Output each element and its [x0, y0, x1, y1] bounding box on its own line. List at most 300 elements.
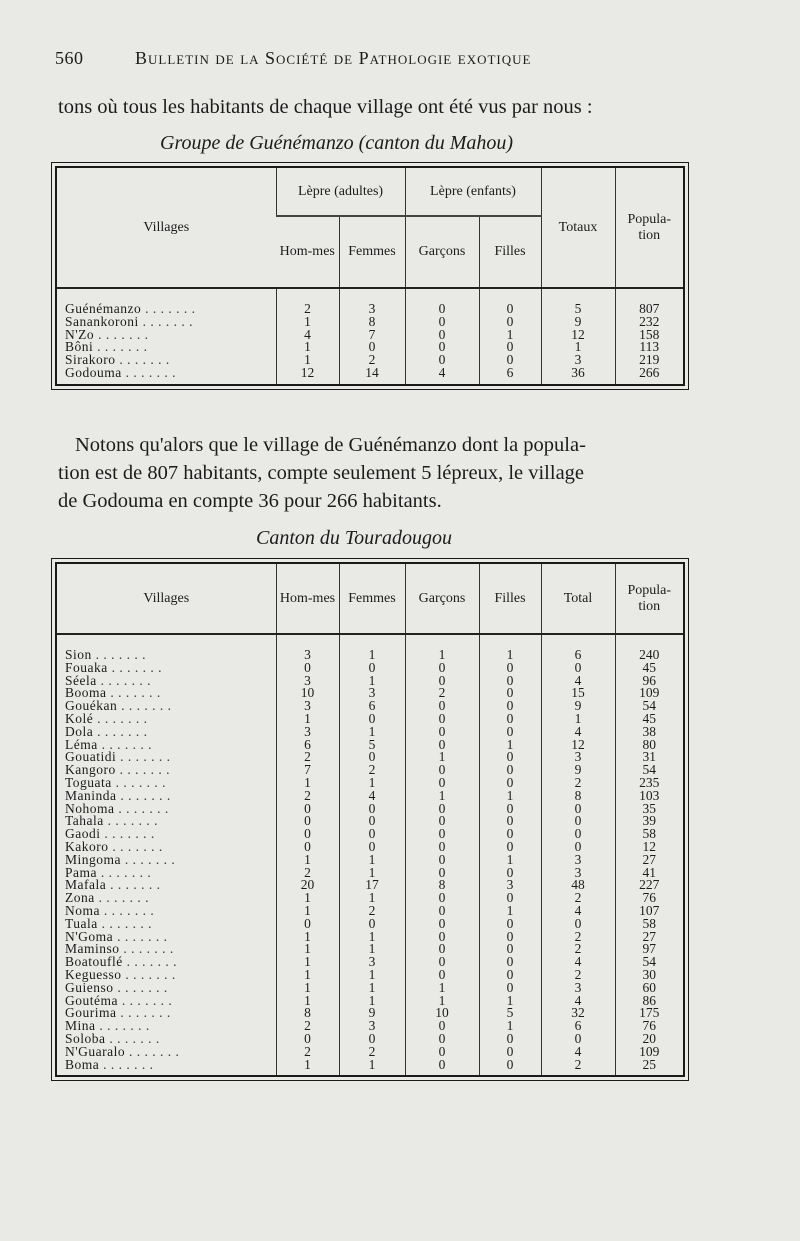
header-garcons: Garçons [405, 564, 479, 634]
cell-garcons: 0 [405, 803, 479, 816]
cell-filles: 0 [479, 341, 541, 354]
cell-population: 54 [615, 956, 683, 969]
header-lepre-adultes: Lèpre (adultes) [276, 168, 405, 216]
cell-femmes: 1 [339, 854, 405, 867]
cell-garcons: 0 [405, 854, 479, 867]
cell-population: 45 [615, 713, 683, 726]
leader-dots: . . . . . . . [113, 928, 168, 944]
leader-dots: . . . . . . . [115, 762, 170, 778]
cell-population: 80 [615, 739, 683, 752]
leader-dots: . . . . . . . [108, 838, 163, 854]
cell-femmes: 6 [339, 700, 405, 713]
cell-population: 12 [615, 841, 683, 854]
cell-femmes: 1 [339, 931, 405, 944]
cell-population: 807 [615, 303, 683, 316]
cell-filles: 0 [479, 726, 541, 739]
cell-hommes: 1 [276, 956, 339, 969]
cell-hommes: 0 [276, 828, 339, 841]
cell-femmes: 1 [339, 649, 405, 662]
cell-hommes: 1 [276, 777, 339, 790]
cell-total: 2 [541, 943, 615, 956]
village-label: Léma [65, 736, 98, 752]
cell-garcons: 1 [405, 995, 479, 1008]
cell-hommes: 4 [276, 329, 339, 342]
cell-garcons: 0 [405, 828, 479, 841]
cell-population: 27 [615, 854, 683, 867]
leader-dots: . . . . . . . [91, 647, 147, 662]
cell-total: 5 [541, 303, 615, 316]
cell-population: 76 [615, 892, 683, 905]
paragraph-line-2: tion est de 807 habitants, compte seulement 5 lépreux, le village [58, 462, 585, 484]
cell-population: 107 [615, 905, 683, 918]
leader-dots: . . . . . . . [105, 1030, 160, 1046]
leader-dots: . . . . . . . [121, 364, 176, 380]
cell-hommes: 8 [276, 1007, 339, 1020]
cell-filles: 0 [479, 867, 541, 880]
cell-population: 96 [615, 675, 683, 688]
village-label: Sirakoro [65, 352, 116, 368]
cell-hommes: 0 [276, 803, 339, 816]
leader-dots: . . . . . . . [116, 787, 171, 803]
leader-dots: . . . . . . . [113, 979, 168, 995]
cell-filles: 0 [479, 303, 541, 316]
cell-filles: 0 [479, 956, 541, 969]
cell-total: 2 [541, 892, 615, 905]
cell-population: 109 [615, 1046, 683, 1059]
cell-femmes: 3 [339, 956, 405, 969]
village-label: Tuala [65, 915, 98, 931]
cell-filles: 0 [479, 918, 541, 931]
cell-population: 240 [615, 649, 683, 662]
cell-hommes: 3 [276, 726, 339, 739]
cell-population: 20 [615, 1033, 683, 1046]
cell-filles: 5 [479, 1007, 541, 1020]
cell-total: 9 [541, 700, 615, 713]
leader-dots: . . . . . . . [122, 954, 177, 970]
cell-total: 9 [541, 764, 615, 777]
village-label: Guénémanzo [65, 301, 142, 316]
table-row [57, 367, 683, 384]
header-filles: Filles [479, 216, 541, 288]
cell-total: 9 [541, 316, 615, 329]
village-label: Gaodi [65, 826, 101, 842]
cell-hommes: 20 [276, 879, 339, 892]
paragraph-line-1: Notons qu'alors que le village de Guénémanzo dont la popula- [75, 434, 586, 456]
cell-total: 6 [541, 1020, 615, 1033]
village-label: Maminso [65, 941, 120, 957]
leader-dots: . . . . . . . [106, 877, 161, 893]
cell-total: 3 [541, 751, 615, 764]
cell-population: 41 [615, 867, 683, 880]
leader-dots: . . . . . . . [97, 864, 152, 880]
village-label: Zona [65, 890, 95, 906]
cell-garcons: 0 [405, 905, 479, 918]
cell-garcons: 0 [405, 341, 479, 354]
leader-dots: . . . . . . . [96, 672, 151, 688]
cell-population: 38 [615, 726, 683, 739]
header-femmes: Femmes [339, 216, 405, 288]
cell-total: 3 [541, 354, 615, 367]
cell-population: 31 [615, 751, 683, 764]
cell-hommes: 1 [276, 905, 339, 918]
cell-total: 1 [541, 341, 615, 354]
cell-hommes: 1 [276, 341, 339, 354]
leader-dots: . . . . . . . [94, 326, 149, 342]
cell-garcons: 1 [405, 790, 479, 803]
cell-filles: 0 [479, 700, 541, 713]
cell-population: 54 [615, 764, 683, 777]
cell-total: 0 [541, 1033, 615, 1046]
cell-filles: 1 [479, 1020, 541, 1033]
header-hommes: Hom-mes [276, 216, 339, 288]
cell-filles: 0 [479, 1059, 541, 1076]
cell-population: 35 [615, 803, 683, 816]
cell-population: 25 [615, 1059, 683, 1076]
cell-population: 103 [615, 790, 683, 803]
cell-population: 158 [615, 329, 683, 342]
leader-dots: . . . . . . . [107, 659, 162, 675]
cell-filles: 1 [479, 329, 541, 342]
cell-garcons: 0 [405, 739, 479, 752]
leader-dots: . . . . . . . [99, 1056, 154, 1072]
cell-total: 0 [541, 841, 615, 854]
cell-hommes: 1 [276, 316, 339, 329]
cell-filles: 0 [479, 675, 541, 688]
cell-garcons: 0 [405, 969, 479, 982]
cell-hommes: 10 [276, 687, 339, 700]
village-label: Fouaka [65, 659, 108, 675]
cell-total: 0 [541, 828, 615, 841]
cell-total: 3 [541, 982, 615, 995]
leader-dots: . . . . . . . [95, 1018, 150, 1034]
cell-hommes: 6 [276, 739, 339, 752]
cell-femmes: 3 [339, 1020, 405, 1033]
leader-dots: . . . . . . . [116, 749, 171, 765]
cell-garcons: 0 [405, 1033, 479, 1046]
table2 [55, 562, 685, 1077]
cell-femmes: 1 [339, 726, 405, 739]
village-name [57, 1056, 276, 1076]
village-label: Boatouflé [65, 954, 123, 970]
cell-population: 30 [615, 969, 683, 982]
cell-femmes: 7 [339, 329, 405, 342]
leader-dots: . . . . . . . [121, 851, 176, 867]
cell-garcons: 0 [405, 764, 479, 777]
village-label: Keguesso [65, 966, 122, 982]
cell-total: 4 [541, 956, 615, 969]
cell-population: 76 [615, 1020, 683, 1033]
paragraph-line-3: de Godouma en compte 36 pour 266 habitants. [58, 490, 442, 512]
village-label: Pama [65, 864, 97, 880]
cell-filles: 1 [479, 790, 541, 803]
leader-dots: . . . . . . . [100, 826, 155, 842]
cell-total: 6 [541, 649, 615, 662]
cell-hommes: 3 [276, 700, 339, 713]
cell-femmes: 1 [339, 867, 405, 880]
village-label: Noma [65, 902, 100, 918]
cell-femmes: 8 [339, 316, 405, 329]
table1-caption: Groupe de Guénémanzo (canton du Mahou) [160, 132, 514, 154]
cell-garcons: 0 [405, 841, 479, 854]
cell-femmes: 2 [339, 905, 405, 918]
header-femmes: Femmes [339, 564, 405, 634]
cell-population: 58 [615, 918, 683, 931]
cell-femmes: 0 [339, 841, 405, 854]
cell-femmes: 9 [339, 1007, 405, 1020]
cell-filles: 0 [479, 1046, 541, 1059]
village-label: Nohoma [65, 800, 115, 816]
cell-hommes: 0 [276, 1033, 339, 1046]
cell-total: 0 [541, 662, 615, 675]
cell-total: 12 [541, 739, 615, 752]
cell-femmes: 1 [339, 943, 405, 956]
cell-femmes: 0 [339, 918, 405, 931]
cell-total: 3 [541, 867, 615, 880]
cell-hommes: 0 [276, 815, 339, 828]
village-label: Godouma [65, 364, 122, 380]
cell-femmes: 5 [339, 739, 405, 752]
cell-femmes: 3 [339, 303, 405, 316]
header-totaux: Totaux [541, 168, 615, 288]
cell-femmes: 2 [339, 354, 405, 367]
village-label: Bôni [65, 339, 94, 355]
cell-hommes: 2 [276, 303, 339, 316]
cell-femmes: 14 [339, 367, 405, 384]
village-label: Tahala [65, 813, 104, 829]
cell-population: 39 [615, 815, 683, 828]
cell-femmes: 1 [339, 982, 405, 995]
page-number: 560 [55, 48, 84, 68]
cell-total: 4 [541, 675, 615, 688]
cell-garcons: 10 [405, 1007, 479, 1020]
village-label: Boma [65, 1056, 100, 1072]
village-label: Guienso [65, 979, 114, 995]
village-label: Dola [65, 723, 94, 739]
leader-dots: . . . . . . . [103, 813, 159, 829]
cell-hommes: 1 [276, 995, 339, 1008]
cell-total: 4 [541, 726, 615, 739]
cell-total: 4 [541, 1046, 615, 1059]
cell-hommes: 7 [276, 764, 339, 777]
cell-population: 113 [615, 341, 683, 354]
cell-garcons: 4 [405, 367, 479, 384]
intro-line: tons où tous les habitants de chaque village ont été vus par nous : [58, 96, 593, 118]
cell-femmes: 0 [339, 815, 405, 828]
header-population: Popula-tion [615, 564, 683, 634]
cell-garcons: 0 [405, 303, 479, 316]
leader-dots: . . . . . . . [138, 313, 193, 329]
village-label: N'Guaralo [65, 1043, 126, 1059]
cell-total: 1 [541, 713, 615, 726]
cell-filles: 0 [479, 1033, 541, 1046]
leader-dots: . . . . . . . [111, 774, 167, 790]
cell-filles: 0 [479, 969, 541, 982]
cell-hommes: 1 [276, 854, 339, 867]
cell-garcons: 0 [405, 329, 479, 342]
cell-filles: 0 [479, 828, 541, 841]
cell-total: 8 [541, 790, 615, 803]
leader-dots: . . . . . . . [118, 992, 173, 1008]
cell-filles: 0 [479, 354, 541, 367]
cell-femmes: 17 [339, 879, 405, 892]
leader-dots: . . . . . . . [93, 710, 148, 726]
leader-dots: . . . . . . . [117, 698, 172, 714]
village-label: Mingoma [65, 851, 121, 867]
cell-hommes: 3 [276, 649, 339, 662]
cell-total: 2 [541, 931, 615, 944]
cell-total: 32 [541, 1007, 615, 1020]
cell-population: 232 [615, 316, 683, 329]
cell-population: 54 [615, 700, 683, 713]
cell-population: 266 [615, 367, 683, 384]
table2-caption: Canton du Touradougou [256, 527, 452, 549]
cell-total: 0 [541, 803, 615, 816]
cell-population: 175 [615, 1007, 683, 1020]
cell-total: 2 [541, 969, 615, 982]
leader-dots: . . . . . . . [106, 685, 161, 701]
cell-population: 227 [615, 879, 683, 892]
leader-dots: . . . . . . . [119, 941, 174, 957]
cell-femmes: 2 [339, 1046, 405, 1059]
cell-garcons: 1 [405, 649, 479, 662]
cell-garcons: 8 [405, 879, 479, 892]
cell-garcons: 0 [405, 662, 479, 675]
cell-filles: 0 [479, 662, 541, 675]
village-label: Mafala [65, 877, 107, 893]
cell-femmes: 2 [339, 764, 405, 777]
header-total: Total [541, 564, 615, 634]
cell-femmes: 0 [339, 341, 405, 354]
cell-femmes: 0 [339, 1033, 405, 1046]
cell-garcons: 0 [405, 713, 479, 726]
cell-total: 2 [541, 777, 615, 790]
leader-dots: . . . . . . . [114, 800, 169, 816]
cell-hommes: 0 [276, 662, 339, 675]
header-villages: Villages [57, 564, 276, 634]
village-label: Soloba [65, 1030, 106, 1046]
cell-hommes: 0 [276, 918, 339, 931]
header-hommes: Hom-mes [276, 564, 339, 634]
cell-garcons: 0 [405, 1046, 479, 1059]
leader-dots: . . . . . . . [93, 723, 148, 739]
cell-garcons: 0 [405, 354, 479, 367]
running-header [55, 48, 615, 69]
cell-population: 58 [615, 828, 683, 841]
cell-garcons: 0 [405, 700, 479, 713]
cell-filles: 0 [479, 687, 541, 700]
cell-filles: 1 [479, 995, 541, 1008]
cell-hommes: 1 [276, 713, 339, 726]
cell-filles: 1 [479, 854, 541, 867]
leader-dots: . . . . . . . [97, 915, 153, 931]
cell-garcons: 0 [405, 726, 479, 739]
cell-population: 235 [615, 777, 683, 790]
cell-hommes: 1 [276, 892, 339, 905]
cell-filles: 0 [479, 764, 541, 777]
village-label: Gourima [65, 1005, 117, 1021]
cell-garcons: 0 [405, 943, 479, 956]
cell-total: 4 [541, 995, 615, 1008]
cell-population: 219 [615, 354, 683, 367]
cell-femmes: 1 [339, 777, 405, 790]
cell-filles: 0 [479, 803, 541, 816]
leader-dots: . . . . . . . [115, 352, 170, 368]
table1 [55, 166, 685, 386]
cell-population: 109 [615, 687, 683, 700]
cell-hommes: 3 [276, 675, 339, 688]
leader-dots: . . . . . . . [100, 902, 155, 918]
cell-femmes: 1 [339, 969, 405, 982]
leader-dots: . . . . . . . [93, 339, 148, 355]
cell-garcons: 0 [405, 1020, 479, 1033]
cell-femmes: 3 [339, 687, 405, 700]
cell-filles: 0 [479, 316, 541, 329]
cell-filles: 0 [479, 815, 541, 828]
cell-hommes: 1 [276, 354, 339, 367]
cell-hommes: 2 [276, 1020, 339, 1033]
cell-filles: 0 [479, 892, 541, 905]
cell-garcons: 0 [405, 956, 479, 969]
cell-filles: 1 [479, 739, 541, 752]
table-row [57, 1059, 683, 1076]
cell-hommes: 2 [276, 867, 339, 880]
cell-femmes: 0 [339, 803, 405, 816]
leader-dots: . . . . . . . [97, 736, 152, 752]
leader-dots: . . . . . . . [125, 1043, 180, 1059]
village-label: Séela [65, 672, 97, 688]
cell-femmes: 0 [339, 662, 405, 675]
village-label: Goutéma [65, 992, 118, 1008]
header-villages: Villages [57, 168, 276, 288]
cell-femmes: 0 [339, 828, 405, 841]
village-label: Maninda [65, 787, 117, 803]
cell-hommes: 12 [276, 367, 339, 384]
running-title: Bulletin de la Société de Pathologie exotique [135, 48, 532, 68]
cell-garcons: 1 [405, 982, 479, 995]
cell-filles: 0 [479, 931, 541, 944]
cell-garcons: 0 [405, 675, 479, 688]
cell-population: 27 [615, 931, 683, 944]
cell-population: 45 [615, 662, 683, 675]
cell-femmes: 1 [339, 892, 405, 905]
cell-population: 86 [615, 995, 683, 1008]
cell-population: 97 [615, 943, 683, 956]
cell-filles: 6 [479, 367, 541, 384]
cell-hommes: 1 [276, 969, 339, 982]
cell-garcons: 0 [405, 815, 479, 828]
header-filles: Filles [479, 564, 541, 634]
village-label: Mina [65, 1018, 96, 1034]
village-label: Sanankoroni [65, 313, 139, 329]
leader-dots: . . . . . . . [141, 301, 196, 316]
cell-total: 3 [541, 854, 615, 867]
village-label: N'Zo [65, 326, 95, 342]
village-label: Gouékan [65, 698, 118, 714]
header-lepre-enfants: Lèpre (enfants) [405, 168, 541, 216]
cell-total: 15 [541, 687, 615, 700]
cell-total: 36 [541, 367, 615, 384]
cell-hommes: 1 [276, 931, 339, 944]
cell-garcons: 0 [405, 1059, 479, 1076]
cell-hommes: 0 [276, 841, 339, 854]
cell-filles: 1 [479, 649, 541, 662]
village-label: Gouatidi [65, 749, 117, 765]
cell-filles: 3 [479, 879, 541, 892]
cell-femmes: 1 [339, 1059, 405, 1076]
cell-total: 2 [541, 1059, 615, 1076]
cell-femmes: 1 [339, 675, 405, 688]
leader-dots: . . . . . . . [121, 966, 176, 982]
